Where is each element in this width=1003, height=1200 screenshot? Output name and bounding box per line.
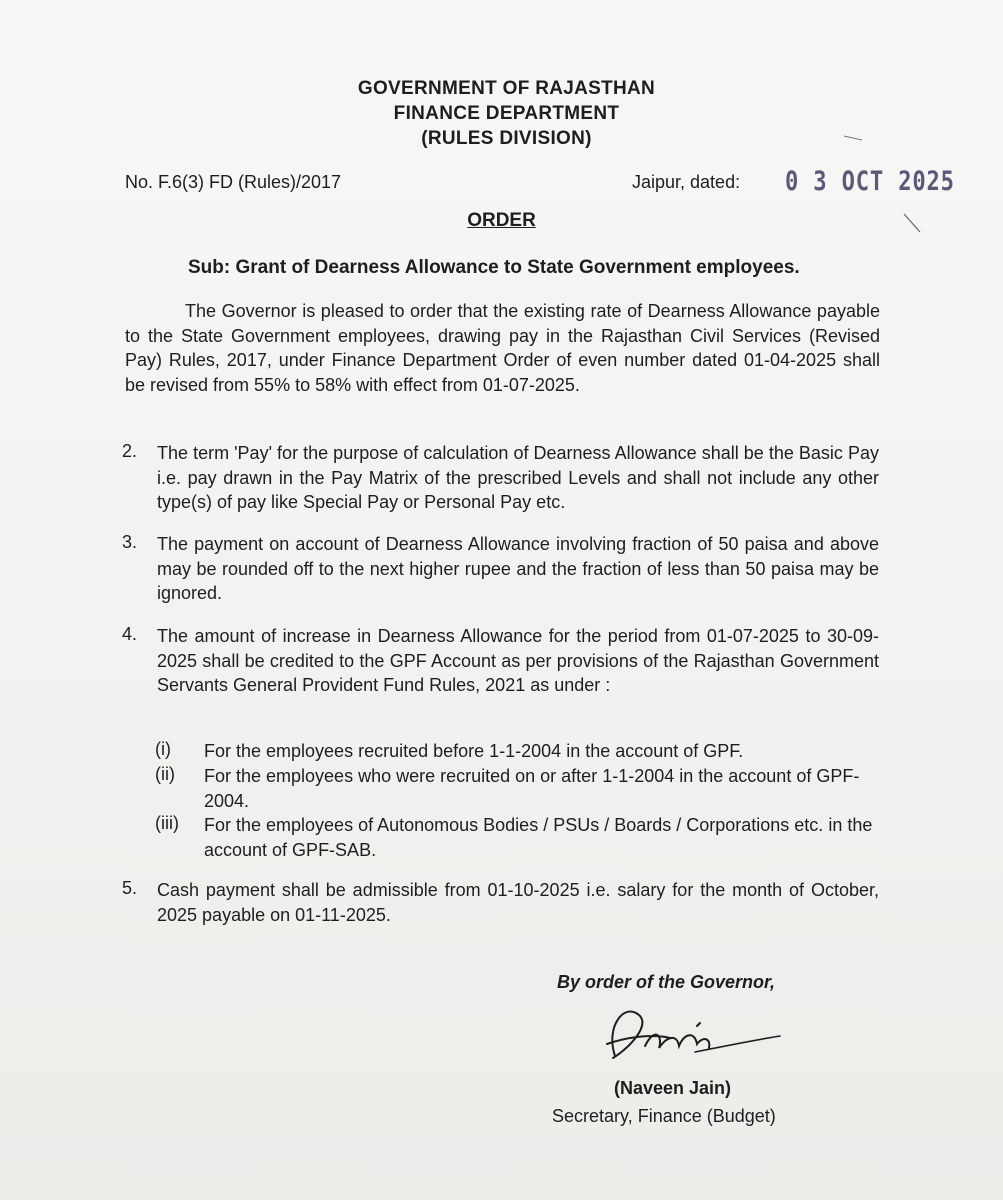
paragraph-5: Cash payment shall be admissible from 01-10-2025 i.e. salary for the month of October, 2025 payable on 01-11-2025. <box>157 880 879 925</box>
header-government: GOVERNMENT OF RAJASTHAN <box>357 78 656 99</box>
header-department: FINANCE DEPARTMENT <box>393 103 620 124</box>
header-division: (RULES DIVISION) <box>421 128 592 149</box>
paragraph-4: The amount of increase in Dearness Allowance for the period from 01-07-2025 to 30-09-2025 shall be credited to the GPF Account as per provisions of the Rajasthan Government Servants General Provident Fund Rules, 2021 as under : <box>157 626 879 695</box>
subject-line: Sub: Grant of Dearness Allowance to State Government employees. <box>188 257 800 278</box>
order-title-wrap <box>0 210 1003 232</box>
item-iii-number: (iii) <box>155 813 179 833</box>
paragraph-2-number: 2. <box>122 441 138 461</box>
reference-number: No. F.6(3) FD (Rules)/2017 <box>125 172 342 192</box>
by-order-line: By order of the Governor, <box>557 972 776 992</box>
paragraph-3: The payment on account of Dearness Allowance involving fraction of 50 paisa and above may be rounded off to the next higher rupee and the fraction of less than 50 paisa may be ignored. <box>157 534 879 603</box>
date-label: Jaipur, dated: <box>632 172 741 192</box>
handwritten-signature <box>585 996 785 1076</box>
signatory-name: (Naveen Jain) <box>614 1078 732 1098</box>
paragraph-1: The Governor is pleased to order that the existing rate of Dearness Allowance payable to the State Government employees, drawing pay in the Rajasthan Civil Services (Revised Pay) Rules, 2017, under Finance Department Order of even number dated 01-04-2025 shall be revised from 55% to 58% with effect from 01-07-2025. <box>125 301 880 395</box>
item-i-number: (i) <box>155 739 171 759</box>
paragraph-3-number: 3. <box>122 532 138 552</box>
item-ii-number: (ii) <box>155 764 175 784</box>
item-i-text: For the employees recruited before 1-1-2004 in the account of GPF. <box>204 741 744 761</box>
paragraph-5-number: 5. <box>122 878 138 898</box>
pen-mark <box>840 130 870 160</box>
order-title: ORDER <box>467 210 536 231</box>
item-ii-text: For the employees who were recruited on or after 1-1-2004 in the account of GPF-2004. <box>204 766 860 811</box>
paragraph-2: The term 'Pay' for the purpose of calculation of Dearness Allowance shall be the Basic Pay i.e. pay drawn in the Pay Matrix of the prescribed Levels and shall not include any other type(s) of pay like Special Pay or Personal Pay etc. <box>157 443 879 512</box>
paragraph-4-number: 4. <box>122 624 138 644</box>
date-stamp: 0 3 OCT 2025 <box>785 166 955 197</box>
signatory-designation: Secretary, Finance (Budget) <box>552 1106 776 1126</box>
pen-mark-stamp-tail <box>900 210 930 240</box>
item-iii-text: For the employees of Autonomous Bodies / PSUs / Boards / Corporations etc. in the account of GPF-SAB. <box>204 815 873 860</box>
